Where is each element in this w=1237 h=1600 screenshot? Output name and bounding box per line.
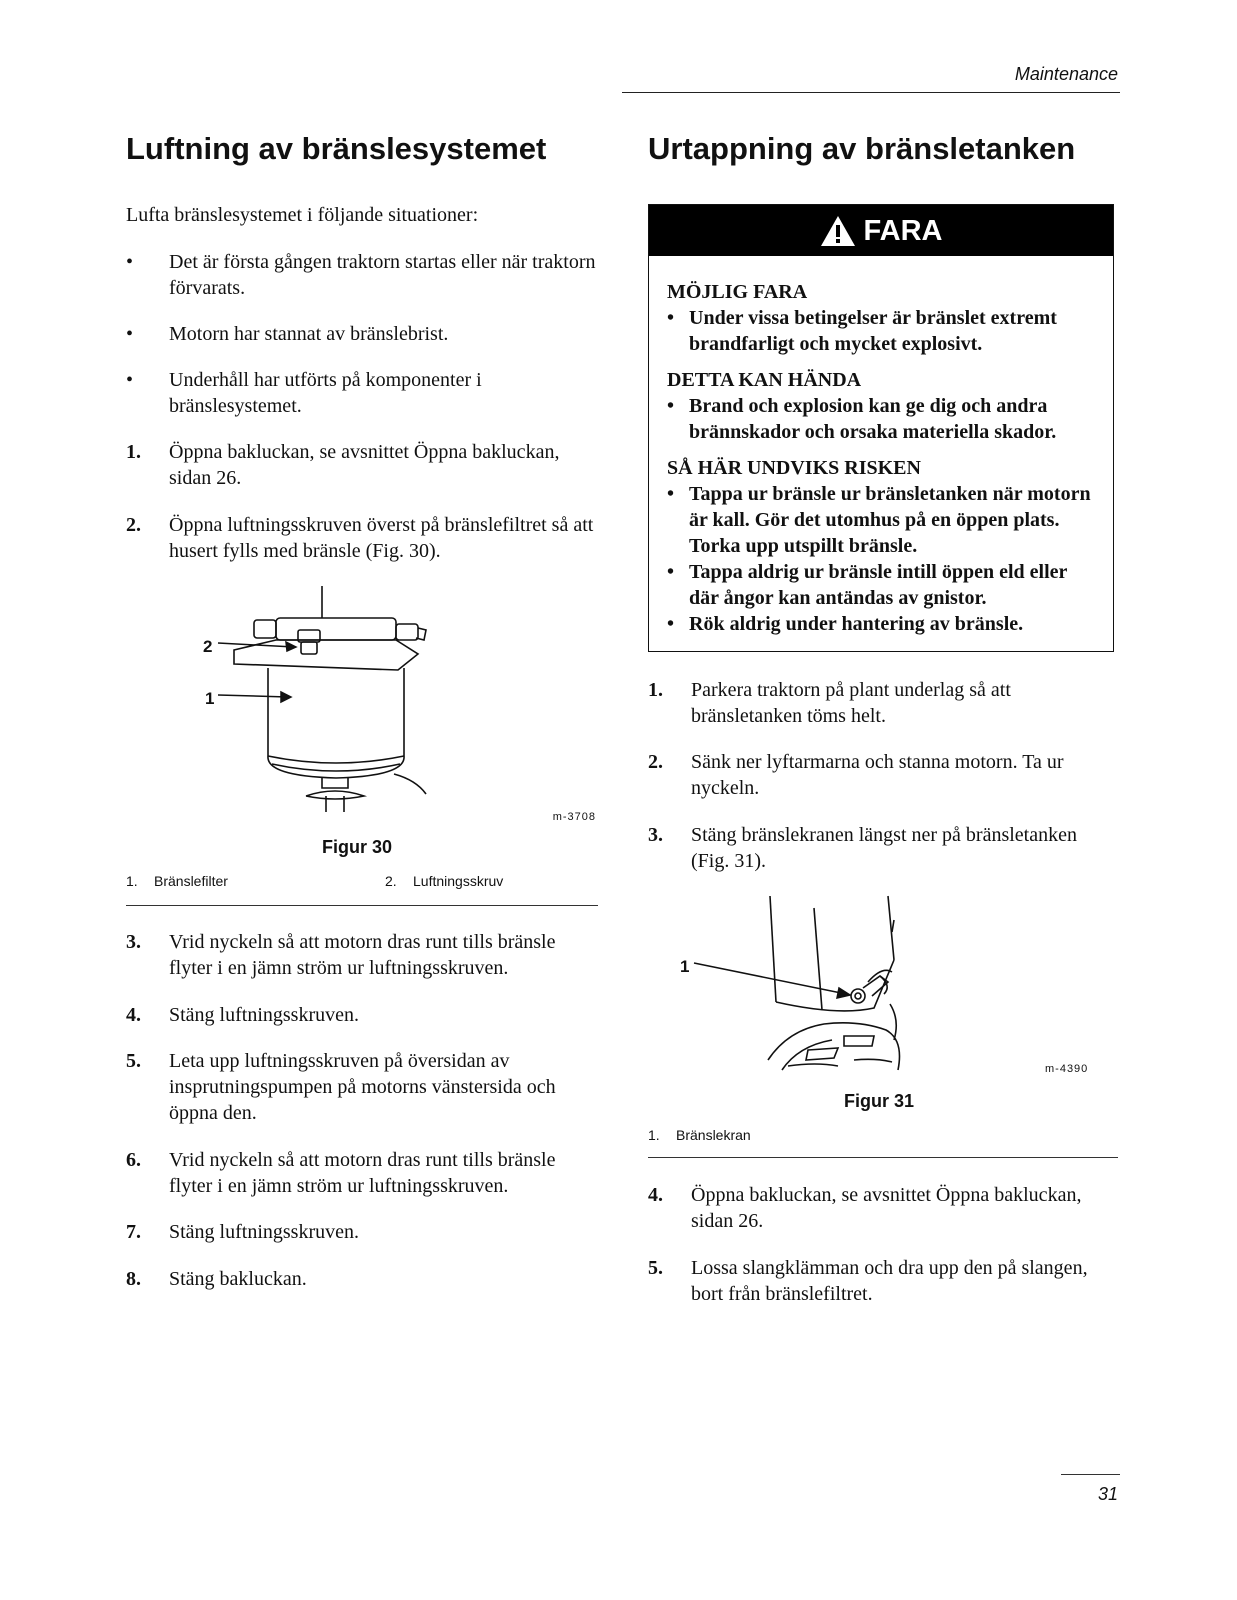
danger-item-text: Tappa ur bränsle ur bränsletanken när motorn är kall. Gör det utomhus på en öppen plats. Torka upp utspillt bränsle. bbox=[689, 483, 1091, 557]
danger-list bbox=[667, 305, 1095, 357]
fuel-filter-illustration bbox=[126, 580, 598, 820]
danger-item-text: Rök aldrig under hantering av bränsle. bbox=[689, 613, 1024, 635]
section-title-right: Urtappning av bränsletanken bbox=[648, 131, 1076, 166]
figure-divider bbox=[126, 905, 598, 906]
figure-caption: Figur 30 bbox=[322, 837, 393, 857]
bullet-icon: • bbox=[126, 251, 134, 273]
step-number: 4. bbox=[126, 1004, 141, 1026]
bullet-icon: • bbox=[667, 613, 675, 635]
step-item bbox=[126, 1219, 359, 1245]
danger-label: FARA bbox=[863, 214, 943, 247]
danger-item-text: Under vissa betingelser är bränslet extremt brandfarligt och mycket explosivt. bbox=[689, 307, 1057, 355]
danger-section-heading: SÅ HÄR UNDVIKS RISKEN bbox=[667, 457, 921, 479]
step-text: Lossa slangklämman och dra upp den på slangen, bort från bränslefiltret. bbox=[691, 1257, 1088, 1305]
step-text: Stäng bakluckan. bbox=[169, 1268, 307, 1290]
step-text: Öppna bakluckan, se avsnittet Öppna bakluckan, sidan 26. bbox=[691, 1184, 1082, 1232]
step-item bbox=[648, 749, 1116, 801]
danger-item bbox=[667, 481, 1095, 559]
danger-item bbox=[667, 393, 1095, 445]
danger-item-text: Brand och explosion kan ge dig och andra brännskador och orsaka materiella skador. bbox=[689, 395, 1057, 443]
step-number: 5. bbox=[648, 1257, 663, 1279]
figure-30 bbox=[126, 580, 598, 889]
step-text: Vrid nyckeln så att motorn dras runt tills bränsle flyter i en jämn ström ur luftningsskruven. bbox=[169, 1149, 556, 1197]
step-text: Stäng luftningsskruven. bbox=[169, 1004, 359, 1026]
danger-item bbox=[667, 559, 1095, 611]
bullet-icon: • bbox=[126, 323, 134, 345]
step-item bbox=[126, 1048, 598, 1126]
step-number: 5. bbox=[126, 1050, 141, 1072]
step-item bbox=[126, 512, 598, 564]
intro-text: Lufta bränslesystemet i följande situationer: bbox=[126, 204, 479, 226]
figure-31 bbox=[648, 890, 1118, 1143]
bullet-item bbox=[126, 249, 598, 301]
figure-divider bbox=[648, 1157, 1118, 1158]
danger-list bbox=[667, 393, 1095, 445]
step-item bbox=[648, 1255, 1116, 1307]
bullet-item bbox=[126, 321, 448, 347]
danger-item bbox=[667, 611, 1095, 637]
step-number: 8. bbox=[126, 1268, 141, 1290]
callout-1: 1 bbox=[680, 957, 690, 976]
figure-code: m-3708 bbox=[552, 811, 596, 823]
legend-text: Luftningsskruv bbox=[413, 873, 504, 889]
footer-rule bbox=[1061, 1474, 1120, 1475]
step-item bbox=[648, 1182, 1116, 1234]
legend-text: Bränslekran bbox=[676, 1127, 751, 1143]
step-number: 1. bbox=[648, 679, 663, 701]
step-item bbox=[648, 677, 1116, 729]
step-text: Vrid nyckeln så att motorn dras runt tills bränsle flyter i en jämn ström ur luftningsskruven. bbox=[169, 931, 556, 979]
bullet-text: Underhåll har utförts på komponenter i bränslesystemet. bbox=[169, 369, 482, 417]
danger-section-heading: MÖJLIG FARA bbox=[667, 281, 808, 303]
danger-content bbox=[667, 279, 1095, 647]
bullet-text: Det är första gången traktorn startas eller när traktorn förvarats. bbox=[169, 251, 596, 299]
step-text: Stäng luftningsskruven. bbox=[169, 1221, 359, 1243]
bullet-icon: • bbox=[667, 561, 675, 583]
step-number: 6. bbox=[126, 1149, 141, 1171]
step-text: Öppna luftningsskruven överst på bränslefiltret så att husert fylls med bränsle (Fig. 30). bbox=[169, 514, 594, 562]
legend-number: 2. bbox=[385, 873, 397, 889]
warning-triangle-icon bbox=[820, 215, 856, 247]
running-header: Maintenance bbox=[1014, 64, 1118, 84]
legend-number: 1. bbox=[126, 873, 138, 889]
step-number: 1. bbox=[126, 441, 141, 463]
figure-caption: Figur 31 bbox=[844, 1091, 915, 1111]
step-text: Leta upp luftningsskruven på översidan av insprutningspumpen på motorns vänstersida och öppna den. bbox=[169, 1050, 556, 1124]
step-number: 3. bbox=[648, 824, 663, 846]
danger-warning-box bbox=[648, 204, 1114, 652]
step-item bbox=[648, 822, 1116, 874]
legend-number: 1. bbox=[648, 1127, 660, 1143]
danger-list bbox=[667, 481, 1095, 637]
bullet-icon: • bbox=[126, 369, 134, 391]
section-title-left: Luftning av bränslesystemet bbox=[126, 131, 547, 166]
step-item bbox=[126, 1266, 307, 1292]
figure-code: m-4390 bbox=[1045, 1063, 1089, 1075]
step-number: 7. bbox=[126, 1221, 141, 1243]
step-text: Öppna bakluckan, se avsnittet Öppna bakluckan, sidan 26. bbox=[169, 441, 560, 489]
page-number: 31 bbox=[1097, 1484, 1118, 1504]
fuel-valve-illustration bbox=[648, 890, 1118, 1080]
step-item bbox=[126, 1147, 598, 1199]
step-number: 4. bbox=[648, 1184, 663, 1206]
bullet-icon: • bbox=[667, 483, 675, 505]
legend-item bbox=[126, 868, 228, 894]
step-item bbox=[126, 929, 598, 981]
step-text: Sänk ner lyftarmarna och stanna motorn. Ta ur nyckeln. bbox=[691, 751, 1064, 799]
bullet-item bbox=[126, 367, 598, 419]
bullet-icon: • bbox=[667, 307, 675, 329]
step-number: 3. bbox=[126, 931, 141, 953]
step-item bbox=[126, 1002, 359, 1028]
legend-text: Bränslefilter bbox=[154, 873, 228, 889]
step-number: 2. bbox=[126, 514, 141, 536]
danger-section-heading: DETTA KAN HÄNDA bbox=[667, 369, 862, 391]
danger-header bbox=[649, 205, 1113, 256]
step-item bbox=[126, 439, 598, 491]
step-text: Parkera traktorn på plant underlag så att bränsletanken töms helt. bbox=[691, 679, 1011, 727]
callout-1: 1 bbox=[205, 689, 215, 708]
danger-item bbox=[667, 305, 1095, 357]
callout-2: 2 bbox=[203, 637, 213, 656]
bullet-icon: • bbox=[667, 395, 675, 417]
danger-item-text: Tappa aldrig ur bränsle intill öppen eld eller där ångor kan antändas av gnistor. bbox=[689, 561, 1068, 609]
header-rule bbox=[622, 92, 1120, 93]
legend-item bbox=[385, 868, 503, 894]
legend-item bbox=[648, 1122, 751, 1148]
step-text: Stäng bränslekranen längst ner på bränsletanken (Fig. 31). bbox=[691, 824, 1077, 872]
bullet-text: Motorn har stannat av bränslebrist. bbox=[169, 323, 449, 345]
step-number: 2. bbox=[648, 751, 663, 773]
